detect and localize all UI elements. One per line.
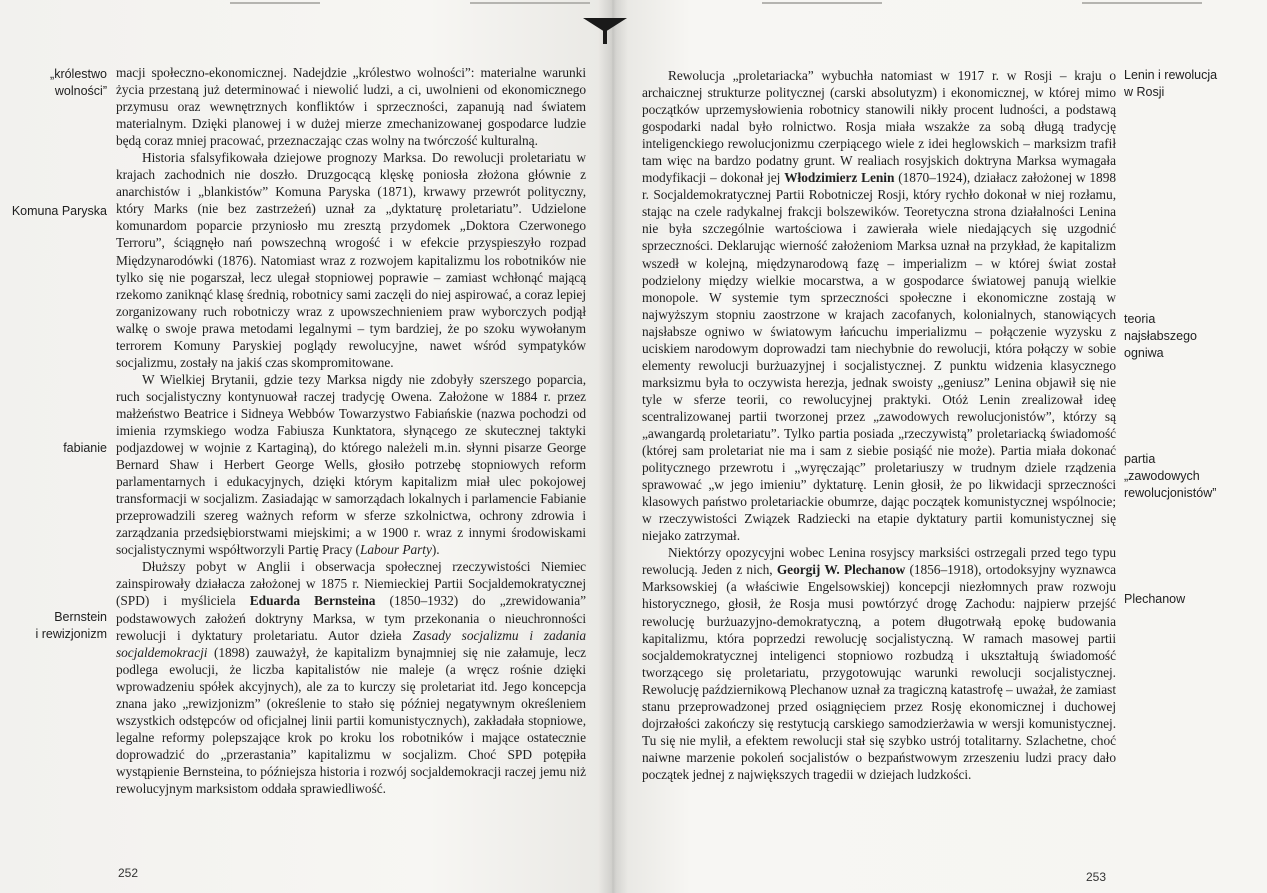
margin-note-line: ogniwa <box>1124 346 1164 360</box>
margin-note-line: „królestwo <box>50 67 107 81</box>
left-page <box>0 0 612 893</box>
margin-note-plechanow <box>1124 591 1254 608</box>
page-number: 253 <box>1086 870 1107 884</box>
margin-note-lenin <box>1124 67 1254 101</box>
margin-note-line: partia <box>1124 452 1156 466</box>
bookmark-ribbon-tail <box>603 18 607 44</box>
page-edge-line <box>470 2 590 4</box>
margin-note-fabianie <box>0 440 107 457</box>
margin-note-line: teoria <box>1124 312 1156 326</box>
paragraph-text: (1856–1918), ortodoksyjny wyznawca Marksowskiej (a właściwie Engelsowskiej) koncepcji niezłomnych praw rozwoju historycznego, głosił, że Rosja musi powtórzyć drogę Zachodu: najpierw przejść rewolucję burżuazyjno-demokratyczną, a potem długotrwałą epokę budowania kapitalizmu, która poprzedzi rewolucję socjalistyczną. W ramach masowej partii socjaldemokratycznej inteligenci stopniowo rozbudzą i ukształtują świadomość tworzącego się proletariatu, przygotowując warunki rewolucji socjalistycznej. Rewolucję październikową Plechanow uznał za tragiczną katastrofę – uważał, że zamiast stanu przeprowadzonej przed osiągnięciem przez Rosję ekonomicznej i duchowej dojrzałości zakończy się restytucją carskiego samodzierżawia w wersji komunistycznej. Tu się nie mylił, a efektem rewolucji stał się szybko ustrój totalitarny. Szlachetne, choć naiwne marzenie pokoleń socjalistów o bezpaństwowym zrzeszeniu ludzi pracy dało początek jednej z największych tragedii w dziejach ludzkości. <box>642 562 1116 782</box>
margin-note-teoria <box>1124 311 1254 362</box>
margin-note-komuna <box>0 203 107 220</box>
paragraph-text: Rewolucja „proletariacka” wybuchła natomiast w 1917 r. w Rosji – kraju o archaicznej strukturze politycznej (carski absolutyzm) i ekonomicznej, w której mimo początków uprzemysłowienia robotnicy stanowili nikły procent ludności, a podstawą gospodarki nadal było rolnictwo. Rosja miała wszakże za sobą długą tradycję inteligenckiego rewolucjonizmu czerpiącego wiele z idei heglowskich – marksizm trafił tam więc na bardzo podatny grunt. W realiach rosyjskich doktryna Marksa wymagała modyfikacji – dokonał jej <box>642 68 1116 186</box>
paragraph-text: Historia sfalsyfikowała dziejowe prognozy Marksa. Do rewolucji proletariatu w krajach zachodnich nie doszło. Druzgocącą klęskę poniosła złożona głównie z anarchistów i „blankistów” Komuna Paryska (1871), krwawy przewrót polityczny, który Marks (nie bez zastrzeżeń) uznał za „dyktaturę proletariatu”. Udzielone komunardom poparcie przyniosło mu zresztą przydomek „Doktora Czerwonego Terroru”, ściągnęło nań powszechną wrogość i w efekcie przyspieszyło rozpad Międzynarodówki (1876). Natomiast wraz z rozwojem kapitalizmu los robotników nie tylko się nie pogarszał, lecz ulegał stopniowej poprawie – zamiast wchłonąć mającą rzekomo zaniknąć klasę średnią, robotnicy sami zaczęli do niej aspirować, a coraz lepiej zorganizowany ruch robotniczy wraz z upowszechnieniem praw wyborczych podjął walkę o swoje prawa metodami legalnymi – tym bardziej, że po szoku wywołanym terrorem Komuny Paryskiej poglądy rewolucyjne, nawet wśród sympatyków socjalizmu, zostały na jakiś czas skompromitowane. <box>116 150 586 370</box>
bold-name: Włodzimierz Lenin <box>784 170 895 186</box>
margin-note-line: Lenin i rewolucja <box>1124 68 1218 82</box>
paragraph-text: (1850–1932) do „zrewidowania” podstawowych założeń doktryny Marksa, w tym przekonania o nieuchronności rewolucji i dyktatury proletariatu. Autor dzieła <box>116 593 586 643</box>
margin-note-line: Bernstein <box>54 610 107 624</box>
paragraph-text: (1898) zauważył, że kapitalizm bynajmniej się nie załamuje, lecz podlega ewolucji, że liczba kapitalistów nie maleje (a wręcz rośnie dzięki wprowadzeniu spółek akcyjnych), ale za to kurczy się proletariat itd. Jego koncepcja znana jako „rewizjonizm” (określenie to stało się później negatywnym określeniem wszystkich odstępców od oficjalnej linii partii komunistycznych), zakładała stopniowe, legalne reformy polepszające krok po kroku los robotników i mające ostatecznie doprowadzić do „przerastania” kapitalizmu w socjalizm. Choć SPD potępiła wystąpienie Bernsteina, to późniejsza historia i rozwój socjaldemokracji raczej jemu niż rewolucyjnym marksistom oddała sprawiedliwość. <box>116 644 586 796</box>
gutter-shadow <box>598 0 628 893</box>
right-body-text <box>642 67 1116 783</box>
margin-note-line: Plechanow <box>1124 592 1186 606</box>
paragraph-text: (1870–1924), działacz założonej w 1898 r. Socjaldemokratycznej Partii Robotniczej Rosji, który rychło dokonał w niej rozłamu, stając na czele radykalnej frakcji bolszewików. Teoretyczna strona działalności Lenina nie była szczególnie wartościowa i zawierała wiele niedających się uzgodnić sprzeczności. Deklarując wierność założeniom Marksa uznał na przykład, że kapitalizm wszedł w kolejną, międzynarodową fazę – imperializm – w której świat został podzielony między wielkie mocarstwa, a w gospodarce światowej panują wielkie monopole. W systemie tym sprzeczności społeczne i ekonomiczne zostają w najwyższym stopniu zaostrzone w krajach zacofanych, kolonialnych, stanowiących najsłabsze ogniwo w światowym łańcuchu imperializmu – połączenie wyzysku z uciskiem narodowym doprowadzi tam niechybnie do rewolucji, która połączy w sobie elementy rewolucji burżuazyjnej i socjalistycznej. Z punktu widzenia klasycznego marksizmu była to oczywista herezja, jednak swoisty „geniusz” Lenina objawił się nie tyle w sferze teorii, co rewolucyjnej praktyki. Otóż Lenin zrealizował ideę scentralizowanej partii tworzonej przez „zawodowych rewolucjonistów”, którzy są „awangardą proletariatu”. Tylko partia posiada „rzeczywistą” proletariacką świadomość (której sam proletariat nie ma i sam z siebie posiąść nie może). Partia miała dokonać politycznego przewrotu i „wyręczając” proletariuszy w trudnym dziele rządzenia sprawować „w jego imieniu” dyktaturę. Lenin głosił, że po likwidacji sprzeczności klasowych państwo proletariackie obumrze, dając początek komunistycznej wspólnocie; w rzeczywistości Związek Radziecki na etapie dyktatury partii komunistycznej się niejako zatrzymał. <box>642 170 1116 544</box>
paragraph-text: ). <box>431 542 440 558</box>
paragraph-text: W Wielkiej Brytanii, gdzie tezy Marksa nigdy nie zdobyły szerszego poparcia, ruch socjalistyczny kontynuował raczej tradycję Owena. Założone w 1884 r. przez małżeństwo Beatrice i Sidneya Webbów Towarzystwo Fabiańskie (nazwa pochodzi od imienia rzymskiego wodza Fabiusza Kunktatora, słynącego ze skutecznej taktyki podjazdowej w wojnie z Kartaginą), do którego należeli m.in. słynni pisarze George Bernard Shaw i Herbert George Wells, głosiło potrzebę stopniowych reform parlamentarnych i edukacyjnych, dzięki którym kapitalizm miał ulec pokojowej transformacji w socjalizm. Zasiadając w samorządach lokalnych i parlamencie Fabianie przeprowadzili szereg ważnych reform w sferze szkolnictwa, ochrony zdrowia i zarządzania przedsiębiorstwami miejskimi; a w 1900 r. wraz z innymi środowiskami socjalistycznymi współtworzyli Partię Pracy ( <box>116 371 586 558</box>
margin-note-line: i rewizjonizm <box>35 627 107 641</box>
margin-note-line: rewolucjonistów” <box>1124 486 1217 500</box>
margin-note-line: wolności” <box>54 84 107 98</box>
margin-note-line: najsłabszego <box>1124 329 1197 343</box>
margin-note-partia <box>1124 451 1254 502</box>
page-edge-line <box>230 2 320 4</box>
page-edge-line <box>1082 2 1202 4</box>
paragraph-text: macji społeczno-ekonomicznej. Nadejdzie „królestwo wolności”: materialne warunki życia przestaną już determinować i niewolić ludzi, a ci, uwolnieni od ekonomicznego przymusu oraz wewnętrznych konfliktów i sprzeczności, zapanują nad światem materialnym. Dzięki planowej i w dużej mierze zmechanizowanej gospodarce ludzie będą coraz mniej pracować, przeznaczając czas wolny na twórczość kulturalną. <box>116 65 586 149</box>
paragraph <box>116 371 586 559</box>
left-body-text <box>116 64 586 797</box>
margin-note-line: „zawodowych <box>1124 469 1200 483</box>
margin-note-bernstein <box>0 609 107 643</box>
paragraph <box>116 558 586 797</box>
bold-name: Eduarda Bernsteina <box>249 593 376 609</box>
paragraph-text: Niektórzy opozycyjni wobec Lenina rosyjscy marksiści ostrzegali przed tego typu rewolucją. Jeden z nich, <box>642 545 1116 578</box>
paragraph <box>116 64 586 149</box>
paragraph-text: Dłuższy pobyt w Anglii i obserwacja społecznej rzeczywistości Niemiec zainspirowały działacza założonej w 1875 r. Niemieckiej Partii Socjaldemokratycznej (SPD) i myśliciela <box>116 559 586 609</box>
italic-title: Labour Party <box>359 542 432 558</box>
page-number: 252 <box>118 866 139 880</box>
margin-note-line: w Rosji <box>1124 85 1165 99</box>
italic-title: Zasady socjalizmu i zadania socjaldemokracji <box>116 627 586 660</box>
margin-note-krolestwo <box>0 66 107 100</box>
margin-note-line: Komuna Paryska <box>11 204 107 218</box>
paragraph <box>642 67 1116 544</box>
paragraph <box>116 149 586 371</box>
right-page <box>612 0 1267 893</box>
margin-note-line: fabianie <box>63 441 107 455</box>
paragraph <box>642 544 1116 783</box>
bold-name: Georgij W. Plechanow <box>776 562 906 578</box>
page-edge-line <box>762 2 882 4</box>
